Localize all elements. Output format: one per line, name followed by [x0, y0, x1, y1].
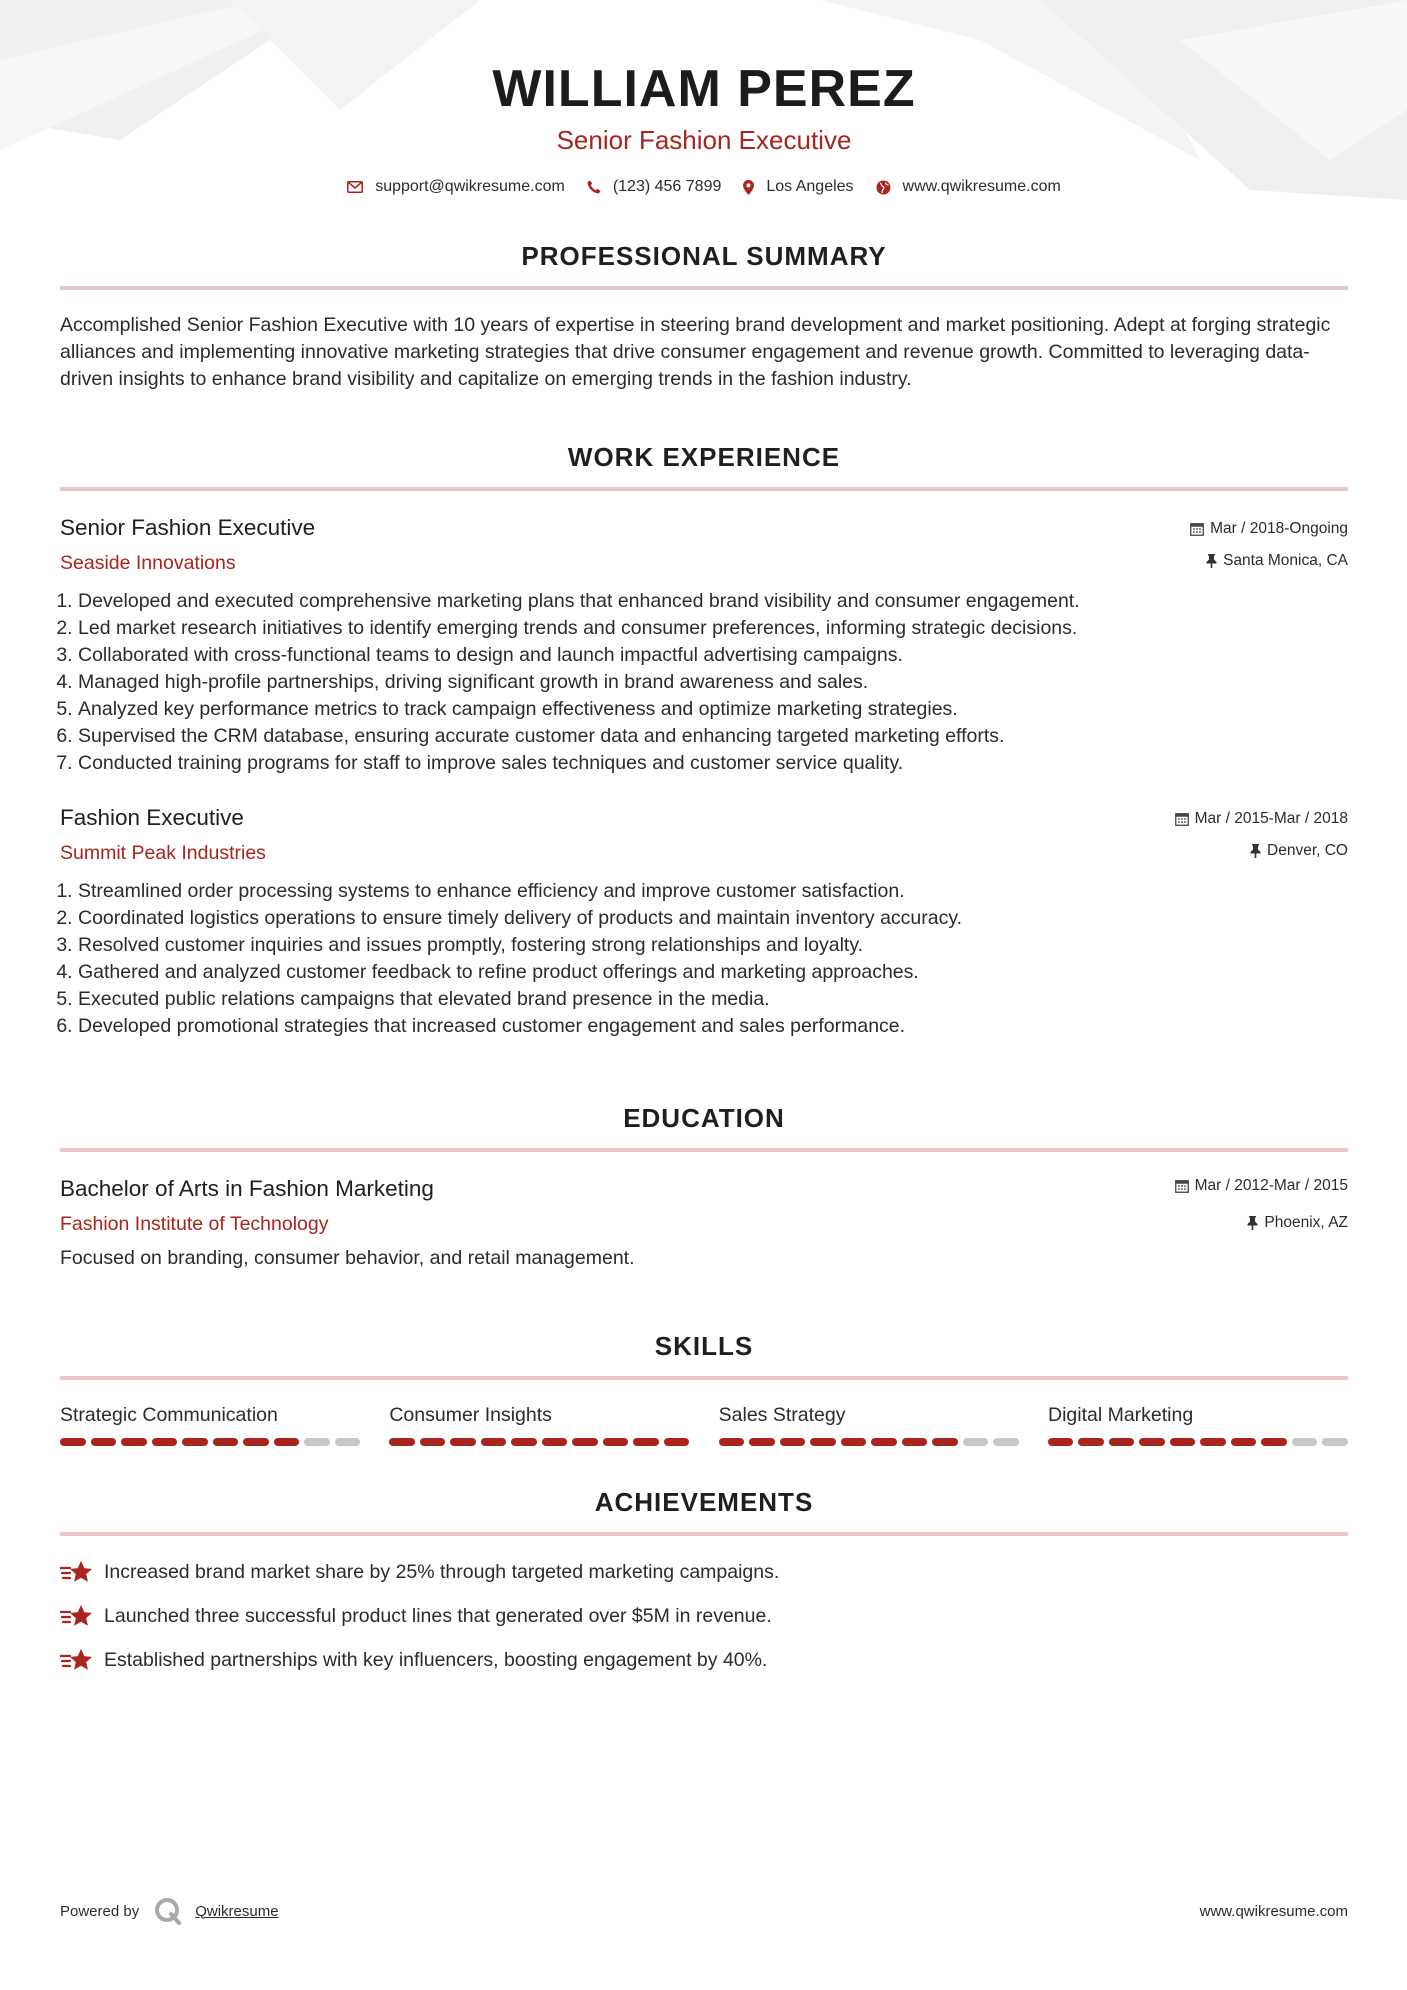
skill-segment-filled [1200, 1438, 1226, 1446]
footer-website[interactable]: www.qwikresume.com [1199, 1902, 1348, 1920]
job-role: Senior Fashion Executive [60, 515, 316, 540]
list-item: 3. Resolved customer inquiries and issues promptly, fostering strong relationships and loyalty. [78, 932, 1348, 959]
achievement-text: Established partnerships with key influencers, boosting engagement by 40%. [104, 1648, 768, 1671]
skill-segment-filled [664, 1438, 690, 1446]
skill-segment-filled [1170, 1438, 1196, 1446]
job-company: Summit Peak Industries [60, 842, 266, 864]
skill-name: Consumer Insights [389, 1404, 552, 1426]
skill-segment-filled [481, 1438, 507, 1446]
summary-heading: PROFESSIONAL SUMMARY [521, 241, 887, 271]
job-dates: Mar / 2018-Ongoing [1210, 520, 1348, 537]
achievements-list [60, 1550, 1348, 1682]
list-item: 6. Supervised the CRM database, ensuring accurate customer data and enhancing targeted marketing efforts. [78, 723, 1348, 750]
list-item: 4. Managed high-profile partnerships, driving significant growth in brand awareness and sales. [78, 669, 1348, 696]
job-company: Seaside Innovations [60, 552, 236, 574]
skill-level-bar [719, 1438, 1019, 1446]
skill-segment-filled [633, 1438, 659, 1446]
skill-segment-empty [304, 1438, 330, 1446]
candidate-title: Senior Fashion Executive [556, 125, 852, 155]
skill-item [60, 1402, 360, 1446]
skill-item [389, 1402, 689, 1446]
page-footer [60, 1896, 1348, 1926]
candidate-name: WILLIAM PEREZ [492, 60, 916, 118]
contact-bar [60, 178, 1348, 196]
list-item: 1. Developed and executed comprehensive marketing plans that enhanced brand visibility and consumer engagement. [78, 588, 1348, 615]
skill-segment-filled [871, 1438, 897, 1446]
list-item: 6. Developed promotional strategies that increased customer engagement and sales performance. [78, 1013, 1348, 1040]
skill-segment-filled [60, 1438, 86, 1446]
skill-item [1048, 1402, 1348, 1446]
section-divider [60, 1376, 1348, 1380]
education-section [60, 1102, 1348, 1272]
contact-phone-text: (123) 456 7899 [612, 178, 722, 195]
skill-segment-empty [335, 1438, 361, 1446]
section-divider [60, 1148, 1348, 1152]
skill-segment-filled [243, 1438, 269, 1446]
skill-segment-empty [1322, 1438, 1348, 1446]
contact-website-text: www.qwikresume.com [902, 178, 1061, 195]
calendar-icon [1175, 812, 1189, 826]
pushpin-icon [1247, 1216, 1258, 1230]
job-role: Fashion Executive [60, 805, 244, 830]
achievement-item [60, 1638, 1348, 1682]
skill-segment-filled [810, 1438, 836, 1446]
skill-segment-filled [1109, 1438, 1135, 1446]
skill-segment-filled [511, 1438, 537, 1446]
calendar-icon [1190, 522, 1204, 536]
skills-heading: SKILLS [654, 1331, 754, 1361]
skill-segment-filled [1231, 1438, 1257, 1446]
section-divider [60, 487, 1348, 491]
pushpin-icon [1250, 844, 1261, 858]
skill-segment-empty [1292, 1438, 1318, 1446]
school-name: Fashion Institute of Technology [60, 1213, 329, 1235]
skill-segment-filled [572, 1438, 598, 1446]
job-location: Denver, CO [1267, 842, 1348, 859]
achievement-item [60, 1550, 1348, 1594]
skill-item [719, 1402, 1019, 1446]
list-item: 1. Streamlined order processing systems to enhance efficiency and improve customer satisfaction. [78, 878, 1348, 905]
pushpin-icon [1206, 554, 1217, 568]
contact-location-text: Los Angeles [766, 178, 854, 195]
education-dates: Mar / 2012-Mar / 2015 [1194, 1177, 1348, 1194]
brand-link[interactable]: Qwikresume [195, 1902, 279, 1920]
skill-segment-filled [841, 1438, 867, 1446]
star-icon [60, 1647, 94, 1673]
skill-segment-filled [542, 1438, 568, 1446]
skill-segment-filled [780, 1438, 806, 1446]
achievement-text: Launched three successful product lines that generated over $5M in revenue. [104, 1604, 772, 1627]
skill-segment-filled [1048, 1438, 1074, 1446]
education-entry [60, 1174, 1348, 1272]
achievement-text: Increased brand market share by 25% through targeted marketing campaigns. [104, 1560, 780, 1583]
skill-segment-filled [152, 1438, 178, 1446]
contact-email-text: support@qwikresume.com [375, 178, 565, 195]
list-item: 3. Collaborated with cross-functional teams to design and launch impactful advertising campaigns. [78, 642, 1348, 669]
section-divider [60, 286, 1348, 290]
skill-segment-filled [603, 1438, 629, 1446]
resume-header [60, 0, 1348, 196]
map-marker-icon [743, 180, 754, 195]
degree-title: Bachelor of Arts in Fashion Marketing [60, 1176, 434, 1201]
achievements-heading: ACHIEVEMENTS [594, 1487, 814, 1517]
skills-section [60, 1330, 1348, 1446]
skill-level-bar [1048, 1438, 1348, 1446]
education-location: Phoenix, AZ [1264, 1214, 1348, 1231]
section-divider [60, 1532, 1348, 1536]
skill-segment-filled [719, 1438, 745, 1446]
contact-phone[interactable] [587, 178, 722, 196]
skill-name: Strategic Communication [60, 1404, 278, 1426]
skill-segment-filled [1261, 1438, 1287, 1446]
list-item: 7. Conducted training programs for staff to improve sales techniques and customer service quality. [78, 750, 1348, 777]
job-bullets [60, 878, 1348, 1040]
list-item: 2. Coordinated logistics operations to ensure timely delivery of products and maintain inventory accuracy. [78, 905, 1348, 932]
education-heading: EDUCATION [623, 1103, 785, 1133]
skill-segment-empty [993, 1438, 1019, 1446]
list-item: 5. Executed public relations campaigns that elevated brand presence in the media. [78, 986, 1348, 1013]
skill-level-bar [389, 1438, 689, 1446]
skill-segment-filled [749, 1438, 775, 1446]
resume-page [60, 0, 1348, 1682]
education-description: Focused on branding, consumer behavior, and retail management. [60, 1247, 635, 1269]
skill-name: Sales Strategy [718, 1404, 846, 1426]
achievements-section [60, 1486, 1348, 1682]
star-icon [60, 1559, 94, 1585]
skill-segment-filled [932, 1438, 958, 1446]
contact-email[interactable] [347, 178, 565, 196]
qwikresume-logo [153, 1896, 183, 1926]
skill-segment-filled [121, 1438, 147, 1446]
phone-icon [587, 180, 601, 194]
skill-segment-filled [274, 1438, 300, 1446]
skill-segment-filled [182, 1438, 208, 1446]
skill-segment-filled [420, 1438, 446, 1446]
contact-website[interactable] [876, 178, 1061, 196]
list-item: 2. Led market research initiatives to identify emerging trends and consumer preferences, informing strategic decisions. [78, 615, 1348, 642]
summary-text: Accomplished Senior Fashion Executive with 10 years of expertise in steering brand development and market positioning. Adept at forging strategic alliances and implementing innovative marketing strategies that drive consumer engagement and revenue growth. Committed to leveraging data-driven insights to enhance brand visibility and capitalize on emerging trends in the fashion industry. [60, 314, 1331, 390]
skill-segment-empty [963, 1438, 989, 1446]
skill-level-bar [60, 1438, 360, 1446]
job-bullets [60, 588, 1348, 777]
skill-segment-filled [902, 1438, 928, 1446]
list-item: 4. Gathered and analyzed customer feedback to refine product offerings and marketing approaches. [78, 959, 1348, 986]
education-meta [1175, 1174, 1348, 1237]
summary-section [60, 240, 1348, 393]
skill-segment-filled [450, 1438, 476, 1446]
skill-segment-filled [1078, 1438, 1104, 1446]
powered-by-label: Powered by [60, 1902, 140, 1920]
envelope-icon [347, 181, 363, 193]
job-meta [1175, 803, 1348, 866]
skill-segment-filled [389, 1438, 415, 1446]
calendar-icon [1175, 1179, 1189, 1193]
skills-grid [60, 1402, 1348, 1446]
achievement-item [60, 1594, 1348, 1638]
job-entry [60, 803, 1348, 1040]
skill-name: Digital Marketing [1047, 1404, 1194, 1426]
globe-icon [876, 180, 891, 195]
experience-heading: WORK EXPERIENCE [567, 442, 841, 472]
star-icon [60, 1603, 94, 1629]
job-entry [60, 513, 1348, 777]
skill-segment-filled [91, 1438, 117, 1446]
experience-section [60, 441, 1348, 1040]
skill-segment-filled [1139, 1438, 1165, 1446]
contact-location [743, 178, 853, 196]
skill-segment-filled [213, 1438, 239, 1446]
job-location: Santa Monica, CA [1223, 552, 1348, 569]
list-item: 5. Analyzed key performance metrics to track campaign effectiveness and optimize marketing strategies. [78, 696, 1348, 723]
job-meta [1190, 513, 1348, 576]
job-dates: Mar / 2015-Mar / 2018 [1194, 810, 1348, 827]
